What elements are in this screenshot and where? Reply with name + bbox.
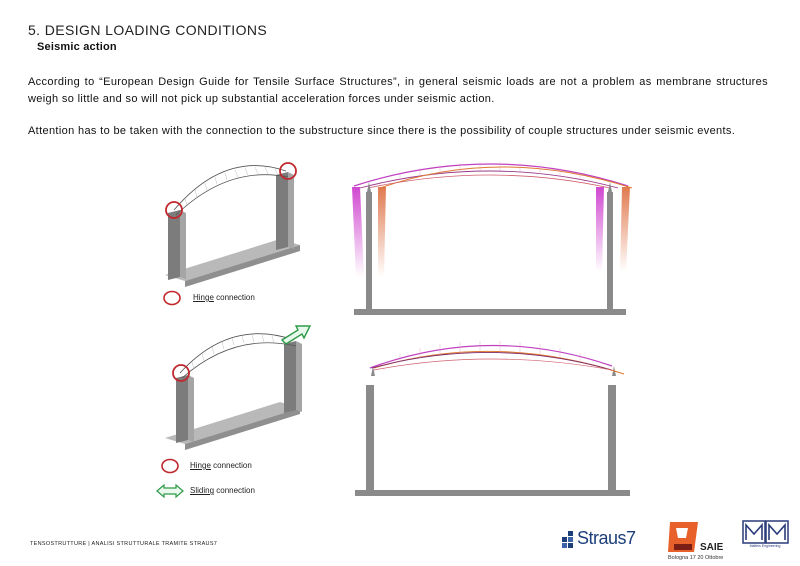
right-magenta-plume — [596, 187, 604, 272]
diagram-right-column — [607, 192, 613, 309]
right-orange-plume — [620, 187, 630, 272]
arch-top-edge — [174, 166, 286, 210]
diagram-base — [354, 309, 626, 315]
right-column — [276, 172, 288, 250]
legend-hinge-label-top: Hinge connection — [193, 293, 255, 302]
mm-logo-caption: Maffeis Engineering — [749, 544, 781, 548]
diagram-bottom-membrane-deformation — [350, 330, 640, 500]
legend-hinge-icon-bottom — [160, 458, 180, 474]
render-bottom-hinged-sliding-frame — [150, 318, 325, 453]
saie-logo — [668, 520, 702, 554]
arch-top-edge — [180, 334, 294, 373]
mm-logo — [742, 520, 790, 544]
diagram-left-column — [366, 192, 372, 309]
right-column-side — [296, 341, 302, 412]
saie-logo-text: SAIE — [700, 542, 724, 553]
paragraph-connection-note: Attention has to be taken with the connection to the substructure since there is the possibility of couple structures under seismic events. — [28, 125, 736, 137]
diagram-left-column — [366, 385, 374, 490]
left-column — [176, 375, 188, 443]
left-column-side — [180, 210, 186, 279]
right-column-side — [288, 172, 294, 249]
legend-sliding-icon — [155, 484, 185, 498]
subsection-title: Seismic action — [37, 41, 117, 53]
hinge-circle-icon — [164, 292, 180, 305]
section-title: 5. DESIGN LOADING CONDITIONS — [28, 22, 268, 38]
render-top-hinged-frame — [150, 155, 325, 290]
footer-text: TENSOSTRUTTURE | ANALISI STRUTTURALE TRAMITE STRAUS7 — [30, 541, 218, 547]
straus7-logo — [562, 531, 578, 549]
legend-sliding-label: Sliding connection — [190, 486, 255, 495]
diagram-right-column — [608, 385, 616, 490]
legend-hinge-label-bottom: Hinge connection — [190, 461, 252, 470]
right-column — [284, 341, 296, 413]
left-column-side — [188, 375, 194, 442]
hinge-circle-icon — [162, 460, 178, 473]
arch-bottom-edge — [182, 343, 296, 378]
straus7-logo-text: Straus7 — [577, 528, 636, 548]
arch-bottom-edge — [176, 175, 288, 215]
diagram-base — [355, 490, 630, 496]
arch-inner — [368, 175, 610, 188]
saie-dates: Bologna 17 20 Ottobre — [668, 555, 724, 561]
left-orange-plume — [378, 187, 386, 277]
sliding-arrow-icon — [157, 485, 183, 497]
left-column — [168, 210, 180, 280]
legend-hinge-icon-top — [162, 290, 182, 306]
diagram-top-membrane-deformation — [340, 152, 640, 320]
paragraph-seismic-loads: According to “European Design Guide for Tensile Surface Structures”, in general seismic loads are not a problem as membrane structures weigh so little and so will not pick up substantial acceleration forces under seismic action. — [28, 76, 768, 105]
left-magenta-plume — [352, 187, 364, 277]
